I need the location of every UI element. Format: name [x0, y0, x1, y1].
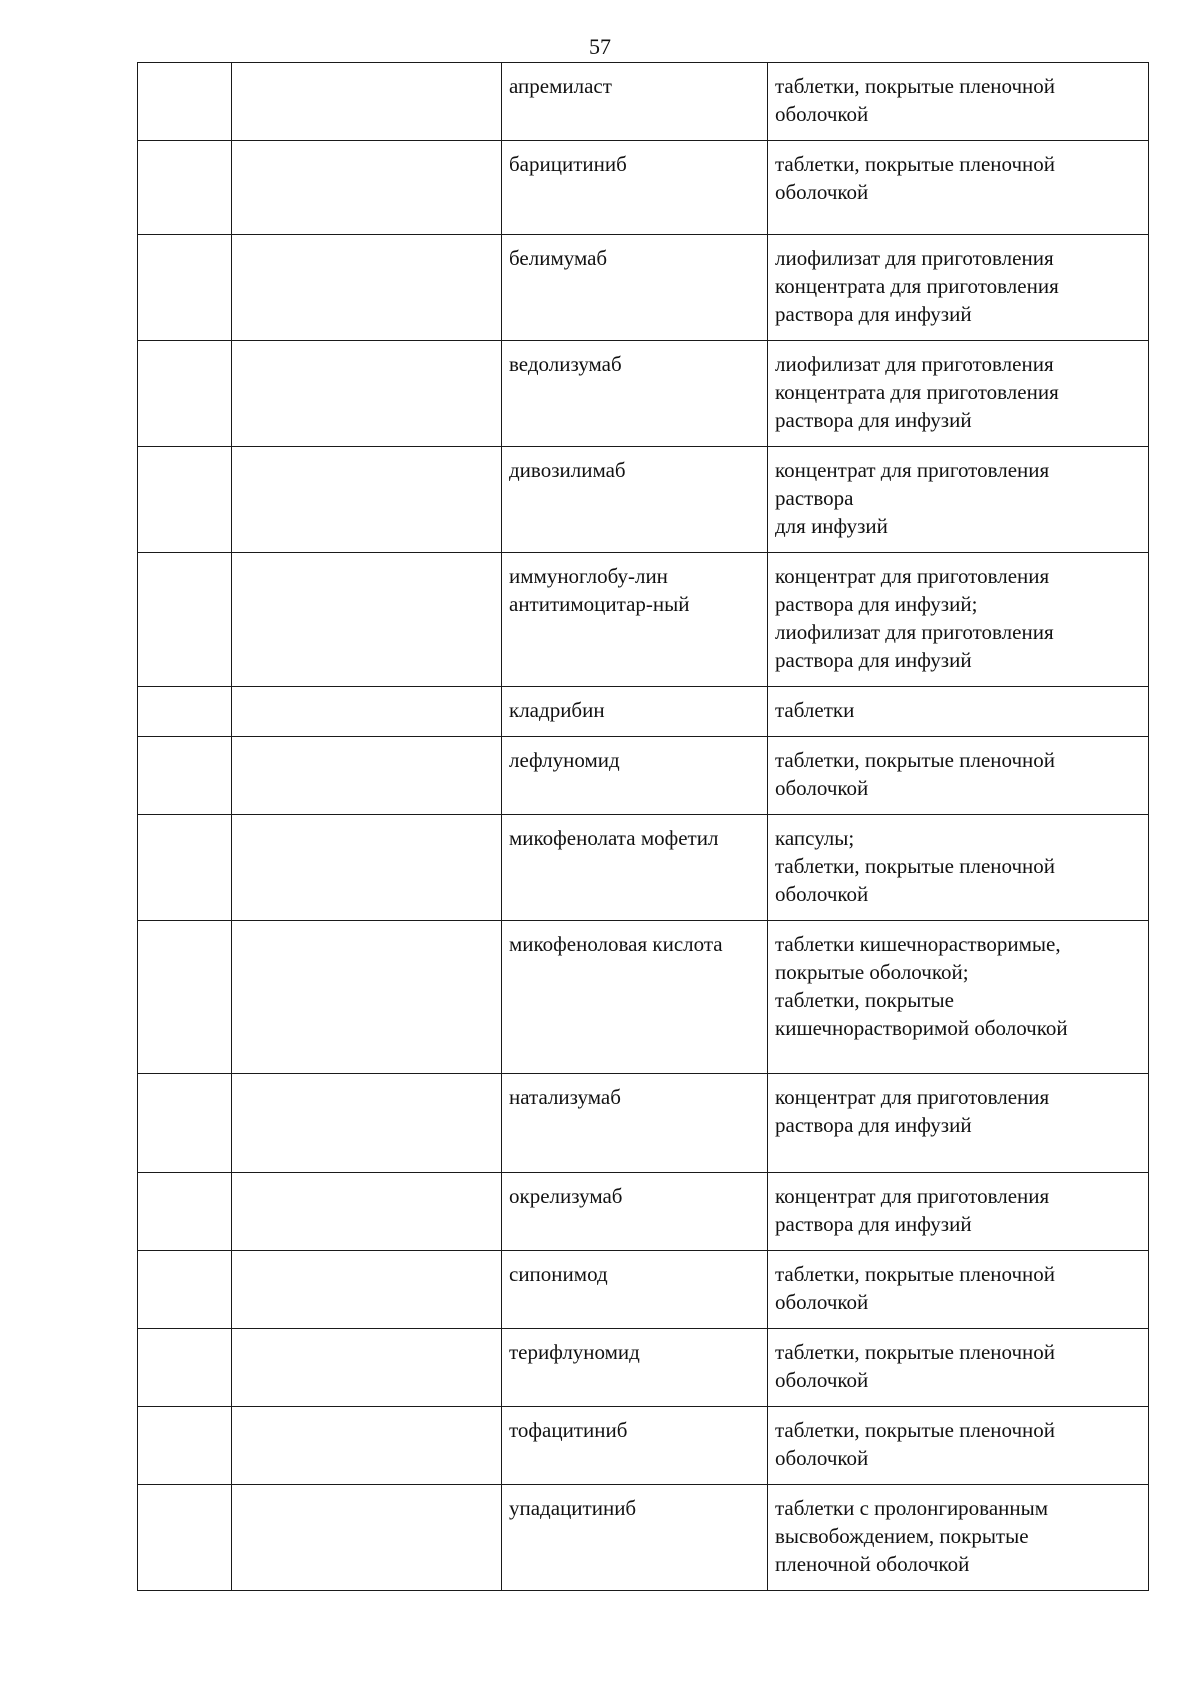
table-row — [138, 1485, 1149, 1591]
code-cell — [138, 815, 232, 921]
drug-name-cell: апремиласт — [502, 63, 768, 141]
dosage-form-cell: таблетки, покрытые пленочной оболочкой — [768, 141, 1149, 235]
page-number: 57 — [589, 34, 611, 59]
drug-name-cell: сипонимод — [502, 1251, 768, 1329]
table-row — [138, 1407, 1149, 1485]
table-row — [138, 921, 1149, 1074]
table-row — [138, 341, 1149, 447]
group-cell — [232, 737, 502, 815]
drug-name-cell: иммуноглобу-лин антитимоцитар-ный — [502, 553, 768, 687]
dosage-form-cell: таблетки, покрытые пленочной оболочкой — [768, 1407, 1149, 1485]
dosage-form-cell: таблетки, покрытые пленочной оболочкой — [768, 63, 1149, 141]
code-cell — [138, 1329, 232, 1407]
drug-name-cell: натализумаб — [502, 1074, 768, 1173]
group-cell — [232, 447, 502, 553]
group-cell — [232, 815, 502, 921]
code-cell — [138, 447, 232, 553]
table-row — [138, 737, 1149, 815]
drug-name-cell: микофеноловая кислота — [502, 921, 768, 1074]
drug-name-cell: окрелизумаб — [502, 1173, 768, 1251]
drug-name-cell: барицитиниб — [502, 141, 768, 235]
table-row — [138, 235, 1149, 341]
code-cell — [138, 1074, 232, 1173]
table-row — [138, 1329, 1149, 1407]
dosage-form-cell: лиофилизат для приготовления концентрата для приготовления раствора для инфузий — [768, 341, 1149, 447]
code-cell — [138, 235, 232, 341]
drug-name-cell: микофенолата мофетил — [502, 815, 768, 921]
drug-name-cell: терифлуномид — [502, 1329, 768, 1407]
dosage-form-cell: лиофилизат для приготовления концентрата для приготовления раствора для инфузий — [768, 235, 1149, 341]
code-cell — [138, 1251, 232, 1329]
group-cell — [232, 553, 502, 687]
drug-table — [137, 62, 1149, 1591]
code-cell — [138, 141, 232, 235]
drug-name-cell: упадацитиниб — [502, 1485, 768, 1591]
code-cell — [138, 553, 232, 687]
drug-name-cell: дивозилимаб — [502, 447, 768, 553]
dosage-form-cell: концентрат для приготовления раствора для инфузий; лиофилизат для приготовления раствора для инфузий — [768, 553, 1149, 687]
code-cell — [138, 341, 232, 447]
table-row — [138, 553, 1149, 687]
group-cell — [232, 141, 502, 235]
group-cell — [232, 1074, 502, 1173]
drug-name-cell: лефлуномид — [502, 737, 768, 815]
table-row — [138, 141, 1149, 235]
group-cell — [232, 1173, 502, 1251]
dosage-form-cell: таблетки кишечнорастворимые, покрытые оболочкой; таблетки, покрытые кишечнорастворимой оболочкой — [768, 921, 1149, 1074]
group-cell — [232, 921, 502, 1074]
table-row — [138, 1173, 1149, 1251]
code-cell — [138, 1173, 232, 1251]
group-cell — [232, 1329, 502, 1407]
dosage-form-cell: таблетки, покрытые пленочной оболочкой — [768, 1329, 1149, 1407]
dosage-form-cell: капсулы; таблетки, покрытые пленочной оболочкой — [768, 815, 1149, 921]
group-cell — [232, 63, 502, 141]
drug-name-cell: белимумаб — [502, 235, 768, 341]
group-cell — [232, 1251, 502, 1329]
dosage-form-cell: концентрат для приготовления раствора для инфузий — [768, 1173, 1149, 1251]
code-cell — [138, 1485, 232, 1591]
code-cell — [138, 63, 232, 141]
table-row — [138, 447, 1149, 553]
dosage-form-cell: таблетки с пролонгированным высвобождением, покрытые пленочной оболочкой — [768, 1485, 1149, 1591]
group-cell — [232, 235, 502, 341]
table-row — [138, 687, 1149, 737]
dosage-form-cell: таблетки, покрытые пленочной оболочкой — [768, 737, 1149, 815]
group-cell — [232, 687, 502, 737]
dosage-form-cell: концентрат для приготовления раствора для инфузий — [768, 447, 1149, 553]
group-cell — [232, 1407, 502, 1485]
table-row — [138, 63, 1149, 141]
drug-name-cell: кладрибин — [502, 687, 768, 737]
code-cell — [138, 737, 232, 815]
dosage-form-cell: концентрат для приготовления раствора для инфузий — [768, 1074, 1149, 1173]
dosage-form-cell: таблетки — [768, 687, 1149, 737]
table-row — [138, 815, 1149, 921]
code-cell — [138, 921, 232, 1074]
table-row — [138, 1074, 1149, 1173]
dosage-form-cell: таблетки, покрытые пленочной оболочкой — [768, 1251, 1149, 1329]
code-cell — [138, 1407, 232, 1485]
group-cell — [232, 1485, 502, 1591]
group-cell — [232, 341, 502, 447]
drug-name-cell: ведолизумаб — [502, 341, 768, 447]
code-cell — [138, 687, 232, 737]
table-row — [138, 1251, 1149, 1329]
drug-name-cell: тофацитиниб — [502, 1407, 768, 1485]
